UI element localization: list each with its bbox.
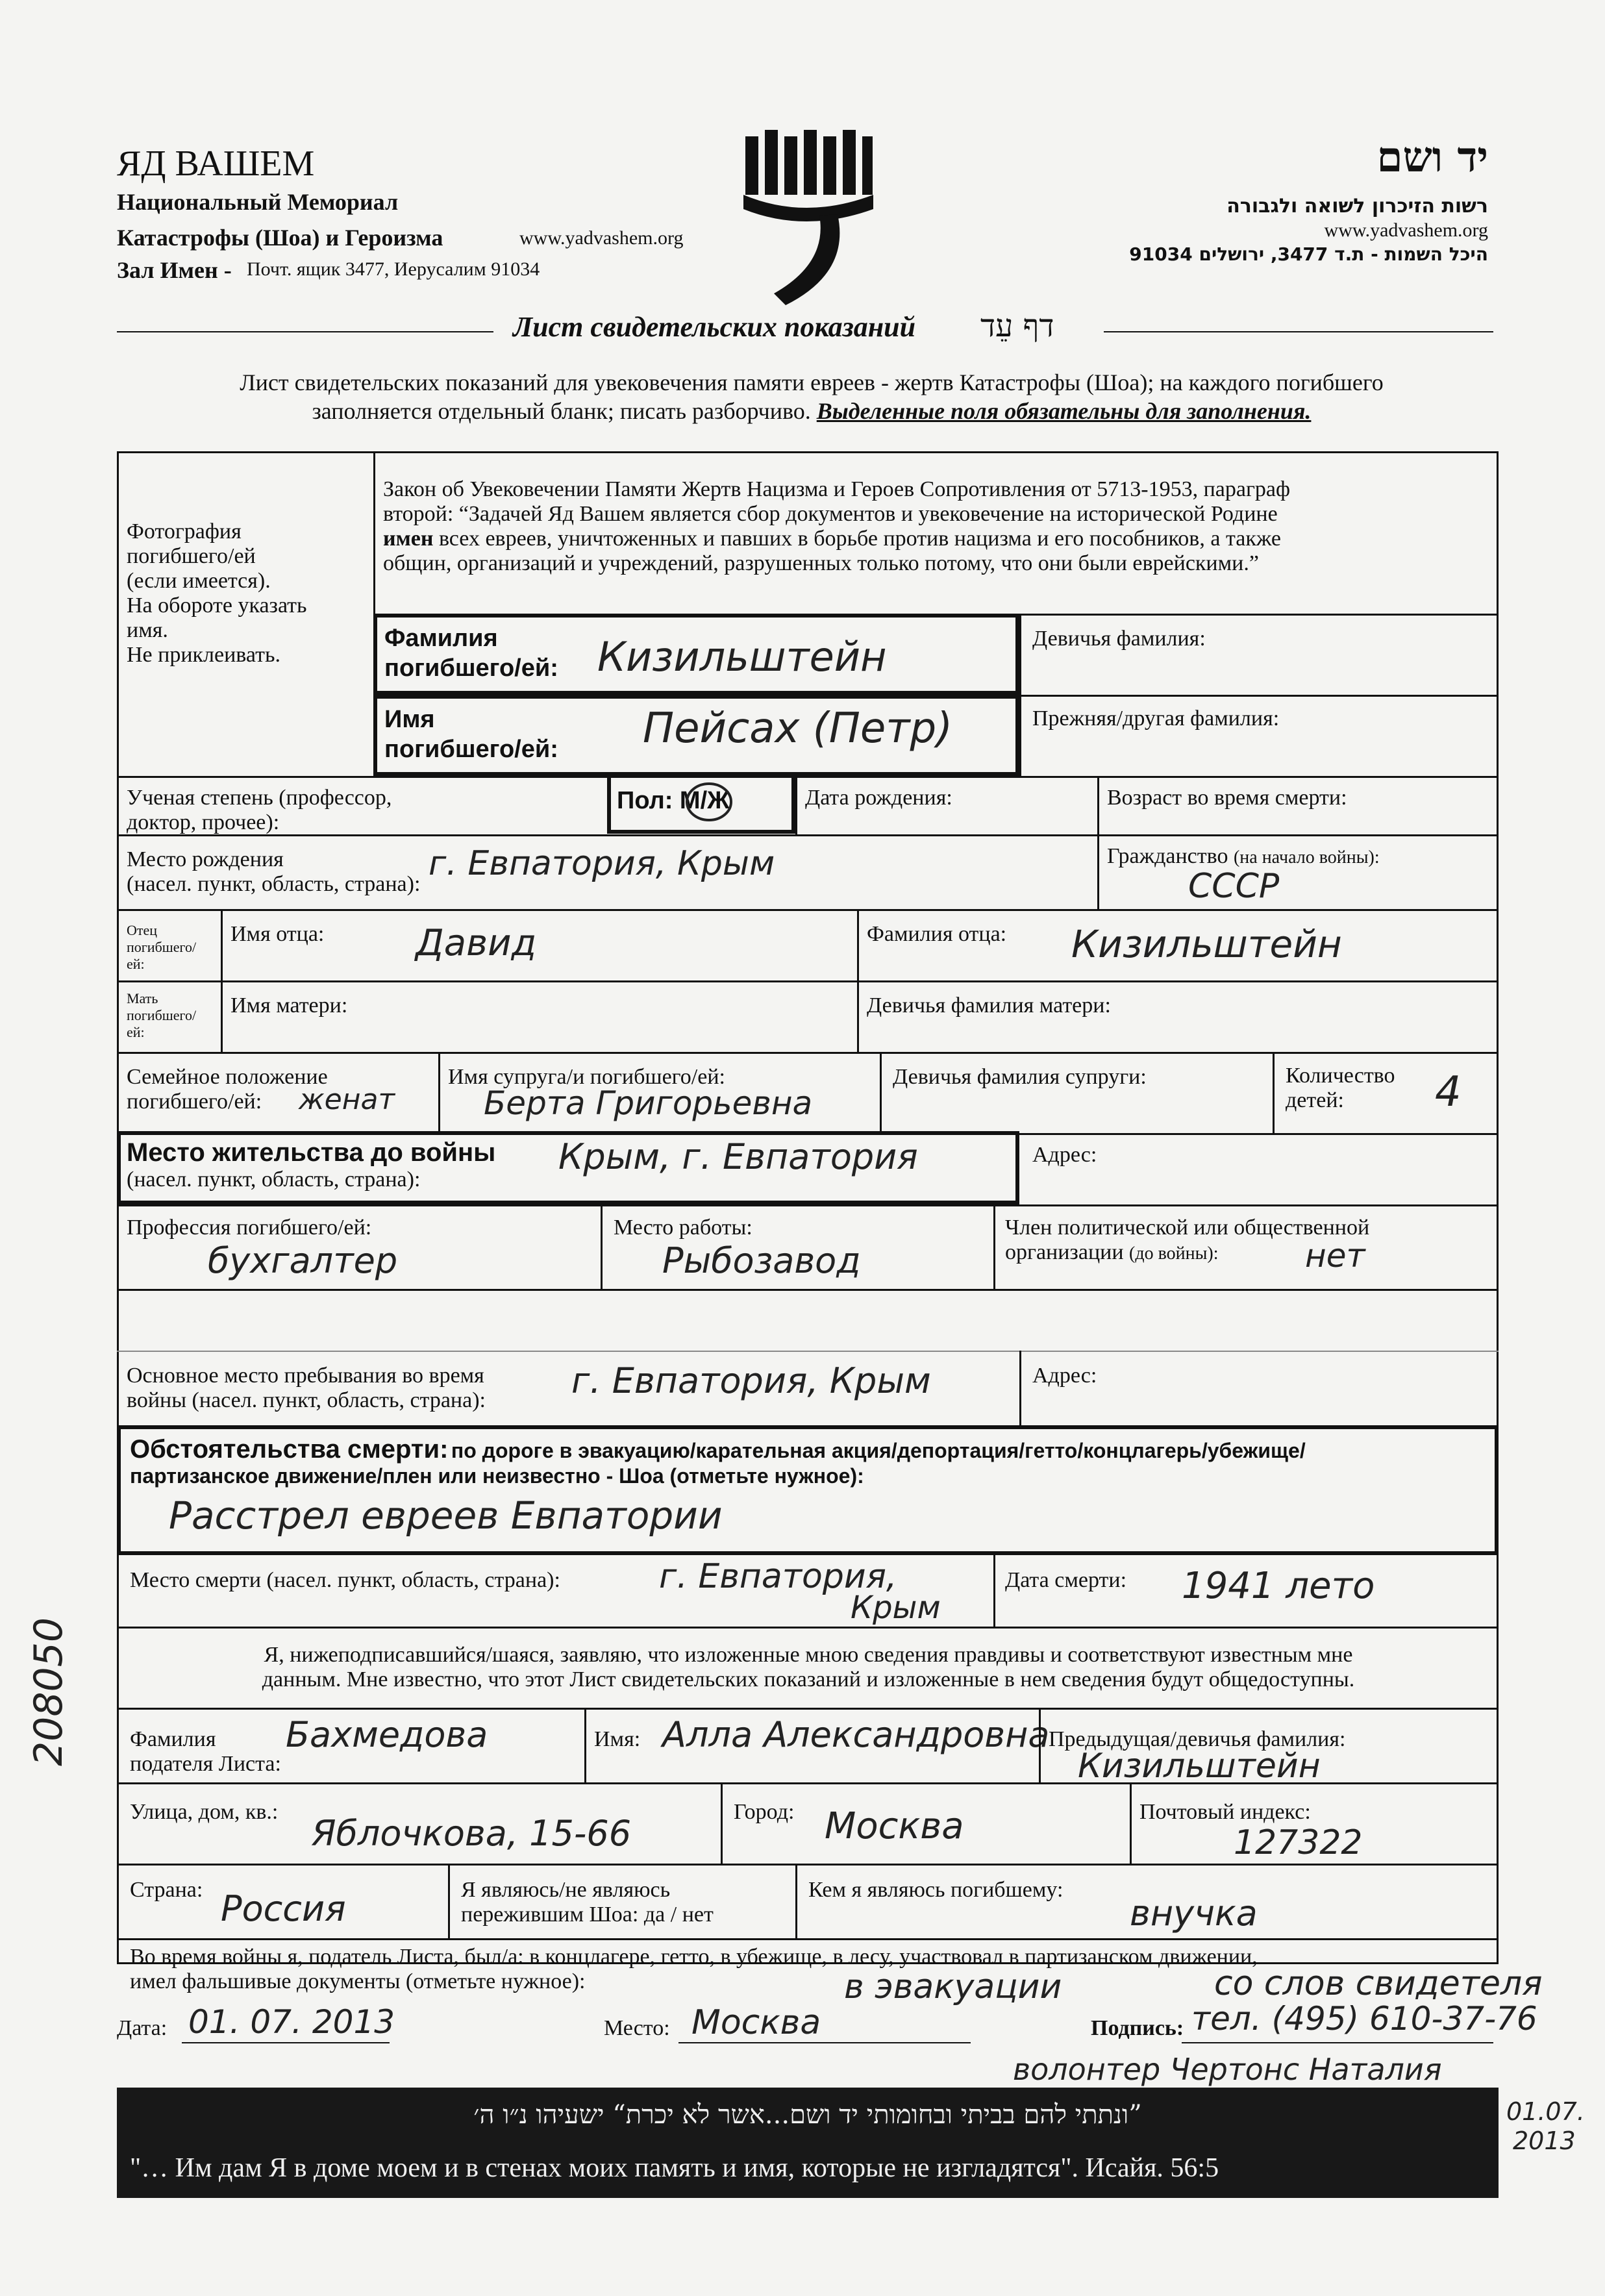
id-number: 208050 <box>26 1617 71 1766</box>
org-line2-ru: Катастрофы (Шоа) и Героизма <box>117 225 443 251</box>
street-label: Улица, дом, кв.: <box>130 1800 279 1824</box>
circumstances-value: Расстрел евреев Евпатории <box>169 1493 723 1538</box>
member-label: Член политической или общественной организации (до войны): <box>1005 1216 1370 1264</box>
signature-date-1: 01.07. <box>1506 2097 1585 2126</box>
father-name-label: Имя отца: <box>230 922 325 946</box>
zip-value: 127322 <box>1234 1823 1363 1862</box>
pob-value: г. Евпатория, Крым <box>429 844 775 883</box>
org-title-ru: ЯД ВАШЕМ <box>117 144 315 184</box>
dob-label: Дата рождения: <box>805 786 952 810</box>
sex-male-circle <box>683 779 735 825</box>
relation-label: Кем я являюсь погибшему: <box>808 1878 1064 1902</box>
intro-line2-text: заполняется отдельный бланк; писать разборчиво. <box>312 398 811 424</box>
submitter-name-label: Имя: <box>594 1727 641 1751</box>
spouse-maiden-label: Девичья фамилия супруги: <box>893 1065 1147 1089</box>
sex-label: Пол: М/Ж <box>617 787 730 814</box>
profession-label: Профессия погибшего/ей: <box>127 1216 372 1240</box>
submitter-name-value: Алла Александровна <box>662 1714 1050 1755</box>
spouse-name-value: Берта Григорьевна <box>484 1084 813 1122</box>
citizenship-value: СССР <box>1188 867 1280 906</box>
submitter-prev-label: Предыдущая/девичья фамилия: <box>1049 1727 1346 1751</box>
mother-side-label: Мать погибшего/ ей: <box>127 990 197 1040</box>
zip-label: Почтовый индекс: <box>1139 1800 1311 1824</box>
street-value: Яблочкова, 15-66 <box>312 1813 632 1854</box>
website-ru: www.yadvashem.org <box>519 227 684 249</box>
death-date-value: 1941 лето <box>1182 1565 1375 1607</box>
survivor-label: Я являюсь/не являюсь пережившим Шоа: да / нет <box>461 1878 714 1927</box>
hall-name-ru: Зал Имен - <box>117 257 232 283</box>
name-label: Имя погибшего/ей: <box>384 706 558 763</box>
death-place-value-1: г. Евпатория, <box>659 1557 897 1596</box>
form-title-he: דף עֵד <box>980 308 1054 344</box>
submitter-wartime-label: Во время войны я, податель Листа, был/а: в концлагере, гетто, в убежище, в лесу, участвовал в партизанском движении, имел фальшивые документы (отметьте нужное): <box>130 1945 1258 1993</box>
marital-label: Семейное положение погибшего/ей: <box>127 1065 328 1114</box>
father-surname-value: Кизильштейн <box>1071 922 1342 966</box>
father-surname-label: Фамилия отца: <box>867 922 1007 946</box>
city-label: Город: <box>734 1800 795 1824</box>
spouse-name-label: Имя супруга/и погибшего/ей: <box>448 1065 725 1089</box>
age-label: Возраст во время смерти: <box>1107 786 1347 810</box>
photo-box-label: Фотография погибшего/ей (если имеется). На обороте указать имя. Не приклеивать. <box>127 519 307 667</box>
residence-label: Место жительства до войны (насел. пункт, область, страна): <box>127 1138 496 1192</box>
mother-name-label: Имя матери: <box>230 993 348 1017</box>
intro-required-note: Выделенные поля обязательны для заполнения. <box>816 398 1312 424</box>
mother-maiden-label: Девичья фамилия матери: <box>867 993 1111 1017</box>
date-value: 01. 07. 2013 <box>188 2003 395 2041</box>
yad-vashem-logo <box>740 123 877 312</box>
workplace-label: Место работы: <box>614 1216 753 1240</box>
submitter-wartime-value: в эвакуации <box>844 1967 1062 2006</box>
marital-value: женат <box>299 1083 395 1116</box>
address-ru: Почт. ящик 3477, Иерусалим 91034 <box>247 258 540 280</box>
place-label: Место: <box>604 2016 670 2040</box>
father-name-value: Давид <box>416 922 537 964</box>
city-value: Москва <box>825 1805 964 1847</box>
signature-date-2: 2013 <box>1513 2127 1576 2155</box>
surname-value: Кизильштейн <box>597 633 887 680</box>
degree-label: Ученая степень (профессор, доктор, прочее): <box>127 786 392 834</box>
intro-line1: Лист свидетельских показаний для увековечения памяти евреев - жертв Катастрофы (Шоа); на каждого погибшего <box>240 369 1384 395</box>
death-place-label: Место смерти (насел. пункт, область, страна): <box>130 1568 560 1592</box>
witness-value: со слов свидетеля <box>1214 1964 1543 2003</box>
country-value: Россия <box>221 1888 346 1929</box>
intro-line2 <box>156 397 1467 425</box>
relation-value: внучка <box>1130 1893 1258 1934</box>
submitter-prev-value: Кизильштейн <box>1078 1747 1321 1786</box>
country-label: Страна: <box>130 1878 203 1902</box>
residence-value: Крым, г. Евпатория <box>558 1136 918 1177</box>
volunteer-value: волонтер Чертонс Наталия <box>1013 2052 1442 2087</box>
form-title: Лист свидетельских показаний <box>513 311 916 343</box>
wartime-place-label: Основное место пребывания во время войны (насел. пункт, область, страна): <box>127 1364 486 1412</box>
wartime-address-label: Адрес: <box>1032 1364 1097 1388</box>
submitter-surname-value: Бахмедова <box>286 1714 488 1755</box>
submitter-surname-label: Фамилия подателя Листа: <box>130 1727 281 1776</box>
residence-address-label: Адрес: <box>1032 1143 1097 1167</box>
name-value: Пейсах (Петр) <box>643 705 953 753</box>
maiden-name-label: Девичья фамилия: <box>1032 627 1206 651</box>
profession-value: бухгалтер <box>208 1240 398 1281</box>
org-line1-he: רשות הזיכרון לשואה ולגבורה <box>1226 195 1488 218</box>
website-he: www.yadvashem.org <box>1324 219 1488 241</box>
workplace-value: Рыбозавод <box>662 1240 861 1281</box>
quote-banner <box>117 2088 1499 2198</box>
law-text: Закон об Увековечении Памяти Жертв Нацизма и Героев Сопротивления от 5713-1953, параграф второй: “Задачей Яд Вашем является сбор документов и увековечение на исторической Родине имен всех евреев, уничтоженных и павших в борьбе против нацизма и его пособников, а также общин, организаций и учреждений, разрушенных только потому, что они были еврейскими.” <box>383 477 1291 575</box>
surname-label: Фамилия погибшего/ей: <box>384 625 558 682</box>
place-value: Москва <box>691 2003 821 2042</box>
org-line1-ru: Национальный Мемориал <box>117 189 399 215</box>
quote-ru: "… Им дам Я в доме моем и в стенах моих память и имя, которые не изгладятся". Исайя. 56:5 <box>130 2153 1219 2183</box>
citizenship-label: Гражданство (на начало войны): <box>1107 844 1380 868</box>
wartime-place-value: г. Евпатория, Крым <box>571 1360 931 1401</box>
phone-value: тел. (495) 610-37-76 <box>1191 2000 1537 2038</box>
death-date-label: Дата смерти: <box>1005 1568 1127 1592</box>
address-he: היכל השמות - ת.ד 3477, ירושלים 91034 <box>1129 243 1488 265</box>
declaration-text: Я, нижеподписавшийся/шаяся, заявляю, что изложенные мною сведения правдивы и соответствуют известным мне данным. Мне известно, что этот Лист свидетельских показаний и изложенные в нем сведения будут общедоступны. <box>262 1643 1355 1691</box>
children-value: 4 <box>1435 1068 1462 1116</box>
children-label: Количество детей: <box>1286 1064 1395 1112</box>
prev-name-label: Прежняя/другая фамилия: <box>1032 706 1280 730</box>
signature-label: Подпись: <box>1091 2016 1184 2040</box>
member-value: нет <box>1305 1237 1365 1275</box>
circumstances-label: Обстоятельства смерти: по дороге в эвакуацию/карательная акция/депортация/гетто/концлагерь/убежище/ партизанское движение/плен или неизвестно - Шоа (отметьте нужное): <box>130 1435 1306 1488</box>
death-place-value-2: Крым <box>851 1590 941 1626</box>
date-label: Дата: <box>117 2016 168 2040</box>
org-title-he: יד ושם <box>1376 133 1488 182</box>
pob-label: Место рождения (насел. пункт, область, страна): <box>127 847 421 896</box>
father-side-label: Отец погибшего/ ей: <box>127 922 197 972</box>
quote-he: ”ונתתי להם בביתי ובחומותי יד ושם...אשר לא יכרת“ ישעיהו נ״ו ה׳ <box>473 2100 1142 2130</box>
